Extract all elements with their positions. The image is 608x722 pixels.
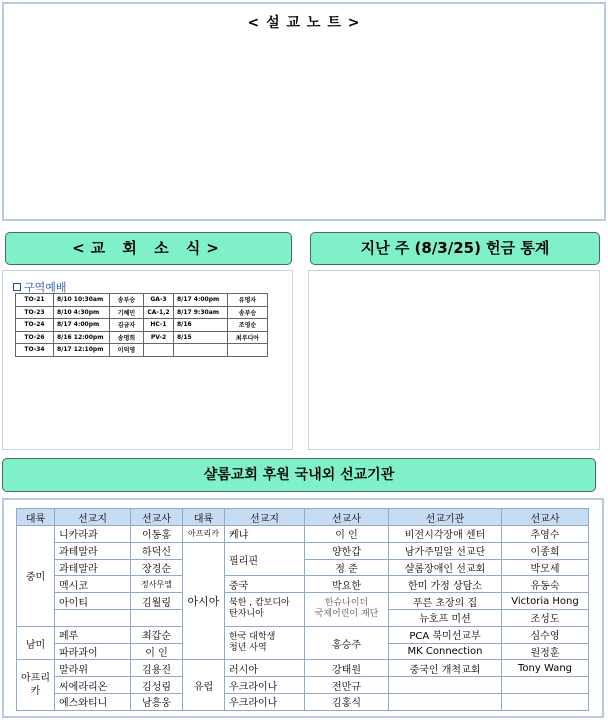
district-cell: HC-1 [144, 319, 174, 332]
district-cell: 송명희 [110, 331, 144, 344]
missionary: 박모세 [502, 559, 589, 576]
district-cell: TO-26 [16, 331, 54, 344]
district-cell: 송부승 [228, 306, 268, 319]
missionary: 정 준 [305, 559, 389, 576]
header-missionary: 선교사 [502, 509, 589, 526]
table-row [17, 626, 589, 643]
district-cell: 8/16 12:00pm [54, 331, 110, 344]
organization: 뉴호프 미션 [389, 609, 502, 626]
missionary: 정사무엘 [131, 576, 183, 593]
sermon-notes-box [2, 2, 606, 221]
missionary: 양한갑 [305, 542, 389, 559]
continent-label: 아프리카 [21, 673, 50, 698]
missionary [502, 677, 589, 694]
continent-cell: 남미 [17, 626, 55, 660]
district-cell: CA-1,2 [144, 306, 174, 319]
continent-cell: 아프리카 [183, 526, 225, 543]
missionary: 전만규 [305, 677, 389, 694]
mission-field [55, 609, 131, 626]
mission-field: 러시아 [225, 660, 305, 677]
continent-cell [17, 660, 55, 710]
missionary-line: 한슈나이더 [324, 598, 369, 609]
missionary: 김용진 [131, 660, 183, 677]
mission-field: 우크라이나 [225, 677, 305, 694]
organization: PCA 북미선교부 [389, 626, 502, 643]
organization [389, 677, 502, 694]
table-row [17, 660, 589, 677]
district-cell: 8/16 [174, 319, 228, 332]
header-missionary: 선교사 [305, 509, 389, 526]
district-cell: TO-34 [16, 344, 54, 357]
mission-field-line: 북한 , 캄보디아 [229, 598, 290, 609]
missionary [131, 609, 183, 626]
church-news-box [2, 270, 293, 450]
missionary: 김홍식 [305, 693, 389, 710]
table-row [16, 331, 268, 344]
district-cell [174, 344, 228, 357]
district-cell: 8/17 4:00pm [54, 319, 110, 332]
mission-field: 에스와티니 [55, 693, 131, 710]
mission-field: 파라과이 [55, 643, 131, 660]
district-cell: 최루디아 [228, 331, 268, 344]
table-row [17, 677, 589, 694]
missionary-line: 국제어린이 재단 [314, 609, 379, 620]
mission-field: 중국 [225, 576, 305, 593]
missionary: Tony Wang [502, 660, 589, 677]
district-cell: 8/17 4:00pm [174, 294, 228, 307]
missionary: Victoria Hong [502, 593, 589, 610]
mission-field-line: 탄자니아 [229, 609, 264, 620]
district-cell: TO-23 [16, 306, 54, 319]
organization: 한미 가정 상담소 [389, 576, 502, 593]
mission-field: 아이티 [55, 593, 131, 610]
missionary: 이종희 [502, 542, 589, 559]
district-cell: 이덕영 [110, 344, 144, 357]
missionary: 이 인 [305, 526, 389, 543]
table-row [17, 593, 589, 610]
missionary: 추영수 [502, 526, 589, 543]
organization: 남가주밀알 선교단 [389, 542, 502, 559]
organization [389, 693, 502, 710]
missionary: 강태원 [305, 660, 389, 677]
district-worship-label: 구역예배 [24, 281, 67, 294]
missionary [502, 693, 589, 710]
district-cell: 김금자 [110, 319, 144, 332]
header-continent: 대륙 [183, 509, 225, 526]
missionary: 박요한 [305, 576, 389, 593]
missionary: 유동숙 [502, 576, 589, 593]
district-cell: GA-3 [144, 294, 174, 307]
header-organization: 선교기관 [389, 509, 502, 526]
missionary: 장경순 [131, 559, 183, 576]
mission-field: 멕시코 [55, 576, 131, 593]
organization: MK Connection [389, 643, 502, 660]
mission-table [16, 508, 589, 711]
offering-stats-banner: 지난 주 (8/3/25) 헌금 통계 [310, 232, 600, 265]
missionary: 남흥웅 [131, 693, 183, 710]
continent-cell: 아시아 [183, 542, 225, 660]
missionary: 홍승주 [305, 626, 389, 660]
offering-stats-box [308, 270, 600, 450]
header-mission-field: 선교지 [225, 509, 305, 526]
table-row [17, 576, 589, 593]
district-cell: 8/10 4:30pm [54, 306, 110, 319]
mission-field: 과테말라 [55, 542, 131, 559]
district-worship-table [15, 293, 268, 357]
mission-field-line: 한국 대학생 [229, 632, 276, 643]
mission-field [225, 593, 305, 627]
mission-field: 과테말라 [55, 559, 131, 576]
missionary: 김월링 [131, 593, 183, 610]
checkbox-square-icon [13, 283, 21, 291]
header-continent: 대륙 [17, 509, 55, 526]
sermon-notes-title: < 설 교 노 트 > [247, 15, 361, 31]
mission-header-row [17, 509, 589, 526]
organization: 비전시각장애 센터 [389, 526, 502, 543]
continent-cell: 유럽 [183, 660, 225, 710]
church-news-banner: <교 회 소 식> [5, 232, 292, 265]
mission-field: 페루 [55, 626, 131, 643]
organization: 샬롬장애인 선교회 [389, 559, 502, 576]
district-cell: PV-2 [144, 331, 174, 344]
missionary [305, 593, 389, 627]
table-row [17, 526, 589, 543]
district-cell [144, 344, 174, 357]
district-cell: 유명자 [228, 294, 268, 307]
missionary: 원정훈 [502, 643, 589, 660]
missionary: 심수영 [502, 626, 589, 643]
continent-cell: 중미 [17, 526, 55, 627]
district-cell: 8/17 12:10pm [54, 344, 110, 357]
district-cell: TO-21 [16, 294, 54, 307]
table-row [16, 344, 268, 357]
header-mission-field: 선교지 [55, 509, 131, 526]
mission-field [225, 626, 305, 660]
mission-organizations-box [2, 498, 604, 718]
table-row [16, 294, 268, 307]
district-cell: 송부승 [110, 294, 144, 307]
mission-field: 우크라이나 [225, 693, 305, 710]
district-cell: TO-24 [16, 319, 54, 332]
district-cell [228, 344, 268, 357]
mission-organizations-banner: 샬롬교회 후원 국내외 선교기관 [2, 458, 596, 492]
missionary: 조성도 [502, 609, 589, 626]
district-cell: 8/10 10:30am [54, 294, 110, 307]
mission-field: 말라위 [55, 660, 131, 677]
organization: 중국인 개척교회 [389, 660, 502, 677]
missionary: 하덕신 [131, 542, 183, 559]
district-cell: 조영순 [228, 319, 268, 332]
mission-field: 필리핀 [225, 542, 305, 576]
table-row [17, 542, 589, 559]
mission-field: 케냐 [225, 526, 305, 543]
mission-field: 씨에라리온 [55, 677, 131, 694]
table-row [16, 306, 268, 319]
mission-field: 니카라과 [55, 526, 131, 543]
missionary: 이 인 [131, 643, 183, 660]
district-cell: 기혜민 [110, 306, 144, 319]
organization: 푸른 초장의 집 [389, 593, 502, 610]
district-cell: 8/15 [174, 331, 228, 344]
district-cell: 8/17 9:30am [174, 306, 228, 319]
table-row [17, 693, 589, 710]
missionary: 최갑순 [131, 626, 183, 643]
table-row [16, 319, 268, 332]
missionary: 김성림 [131, 677, 183, 694]
header-missionary: 선교사 [131, 509, 183, 526]
missionary: 이동홍 [131, 526, 183, 543]
mission-field-line: 청년 사역 [229, 643, 267, 654]
